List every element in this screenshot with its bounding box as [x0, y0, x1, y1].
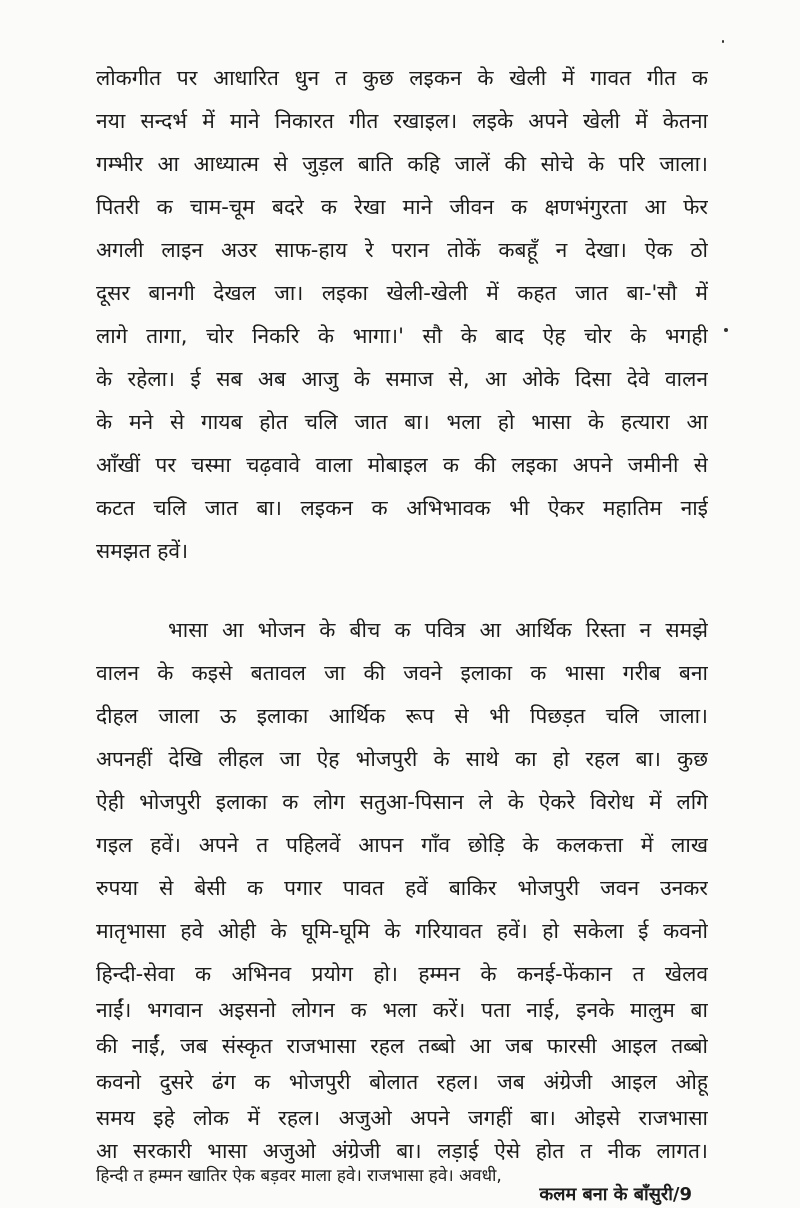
paragraph-2-line-10: नाईं। भगवान अइसनो लोगन क भला करें। पता नाई, इनके मालुम बा	[96, 998, 708, 1022]
paragraph-2-line-6: गइल हवें। अपने त पहिलवें आपन गाँव छोड़ि के कलकत्ता में लाख	[96, 833, 708, 857]
paragraph-2-line-14: आ सरकारी भासा अजुओ अंग्रेजी बा। लड़ाई ऐसे होत त नीक लागत।	[96, 1139, 708, 1163]
scan-speck	[724, 328, 728, 332]
paragraph-2-line-7: रुपया से बेसी क पगार पावत हवें बाकिर भोजपुरी जवन उनकर	[96, 876, 708, 900]
paragraph-1-line-4: पितरी क चाम-चूम बदरे क रेखा माने जीवन क क्षणभंगुरता आ फेर	[96, 195, 708, 219]
paragraph-2-line-12: कवनो दुसरे ढंग क भोजपुरी बोलात रहल। जब अंग्रेजी आइल ओहू	[96, 1070, 708, 1094]
paragraph-1-line-7: लागे तागा, चोर निकरि के भागा।' सौ के बाद ऐह चोर के भगही	[96, 324, 708, 348]
paragraph-2-line-13: समय इहे लोक में रहल। अजुओ अपने जगहीं बा। ओइसे राजभासा	[96, 1106, 708, 1130]
paragraph-1-line-9: के मने से गायब होत चलि जात बा। भला हो भासा के हत्यारा आ	[96, 410, 708, 434]
paragraph-1-line-8: के रहेला। ई सब अब आजु के समाज से, आ ओके दिसा देवे वालन	[96, 367, 708, 391]
paragraph-1-line-2: नया सन्दर्भ में माने निकारत गीत रखाइल। लइके अपने खेली में केतना	[96, 109, 708, 133]
paragraph-1-line-12: समझत हवें।	[96, 539, 189, 563]
paragraph-1-line-5: अगली लाइन अउर साफ-हाय रे परान तोकें कबहूँ न देखा। ऐक ठो	[96, 238, 708, 262]
paragraph-2-line-1: भासा आ भोजन के बीच क पवित्र आ आर्थिक रिस्ता न समझे	[168, 618, 708, 642]
paragraph-2-line-5: ऐही भोजपुरी इलाका क लोग सतुआ-पिसान ले के ऐकरे विरोध में लगि	[96, 790, 708, 814]
paragraph-2-line-15: हिन्दी त हम्मन खातिर ऐक बड़वर माला हवे। राजभासा हवे। अवधी,	[96, 1166, 502, 1186]
scan-speck	[722, 40, 724, 43]
paragraph-1-line-10: आँखीं पर चस्मा चढ़वावे वाला मोबाइल क की लइका अपने जमीनी से	[96, 453, 708, 477]
footer-page-label: कलम बना के बाँसुरी/9	[539, 1184, 692, 1205]
paragraph-2-line-3: दीहल जाला ऊ इलाका आर्थिक रूप से भी पिछड़त चलि जाला।	[96, 704, 708, 728]
paragraph-2-line-8: मातृभासा हवे ओही के घूमि-घूमि के गरियावत हवें। हो सकेला ई कवनो	[96, 919, 708, 943]
paragraph-2-line-4: अपनहीं देखि लीहल जा ऐह भोजपुरी के साथे का हो रहल बा। कुछ	[96, 747, 708, 771]
paragraph-2-line-11: की नाईं, जब संस्कृत राजभासा रहल तब्बो आ जब फारसी आइल तब्बो	[96, 1034, 708, 1058]
paragraph-1-line-6: दूसर बानगी देखल जा। लइका खेली-खेली में कहत जात बा-'सौ में	[96, 281, 708, 305]
paragraph-1-line-11: कटत चलि जात बा। लइकन क अभिभावक भी ऐकर महातिम नाई	[96, 496, 708, 520]
paragraph-2-line-9: हिन्दी-सेवा क अभिनव प्रयोग हो। हम्मन के कनई-फेंकान त खेलव	[96, 962, 708, 986]
paragraph-2-line-2: वालन के कइसे बतावल जा की जवने इलाका क भासा गरीब बना	[96, 661, 708, 685]
paragraph-1-line-3: गम्भीर आ आध्यात्म से जुड़ल बाति कहि जालें की सोचे के परि जाला।	[96, 152, 708, 176]
paragraph-1-line-1: लोकगीत पर आधारित धुन त कुछ लइकन के खेली में गावत गीत क	[96, 66, 708, 90]
